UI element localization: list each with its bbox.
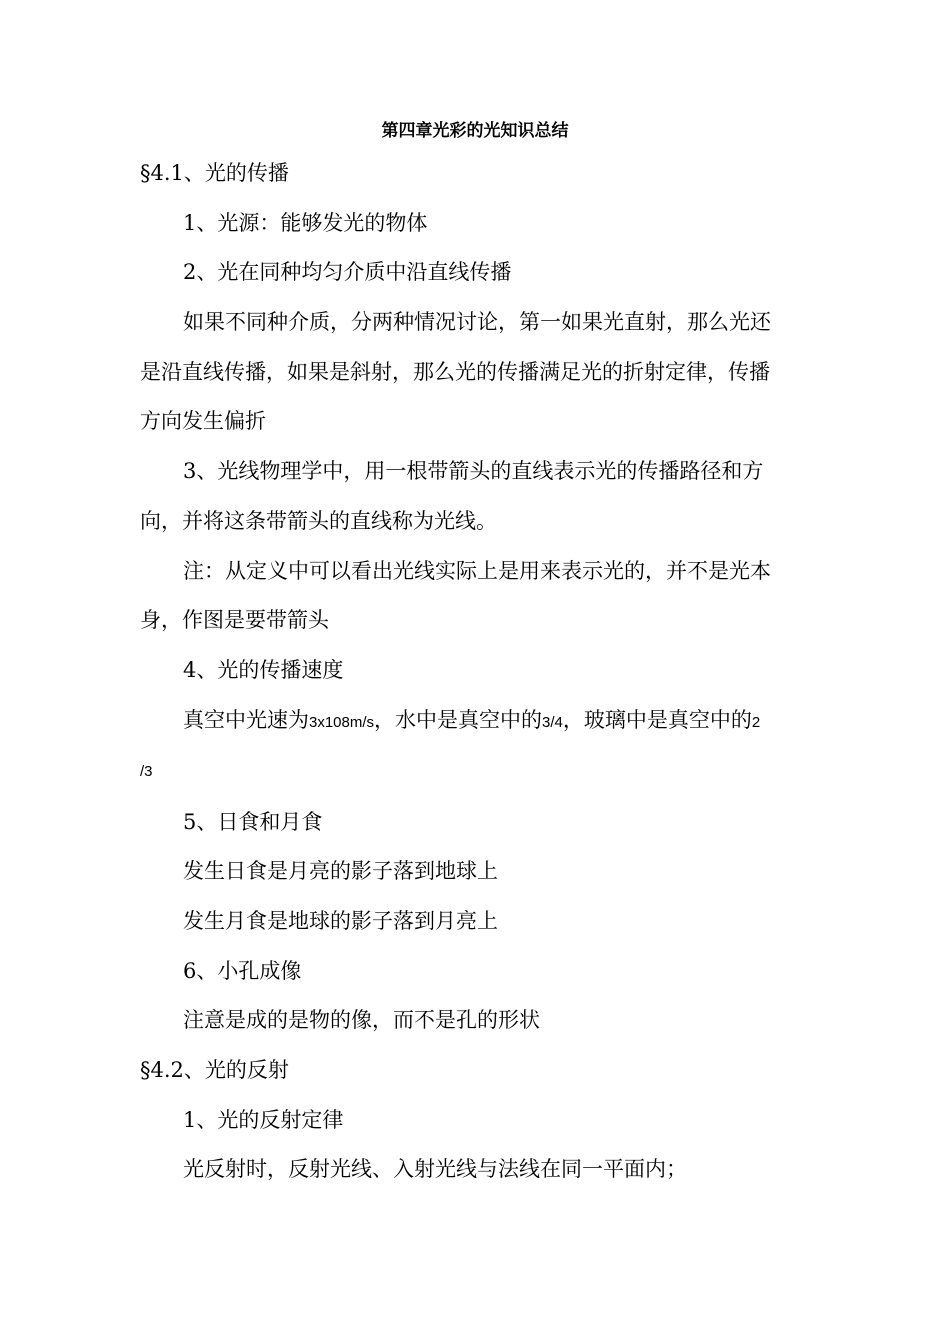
- pinhole-note-text: 注意是成的是物的像，而不是孔的形状: [183, 1008, 540, 1032]
- item-pinhole-imaging: 6、小孔成像: [183, 959, 302, 983]
- speed-text-glass: ，玻璃中是真空中的: [562, 708, 752, 732]
- paragraph-speed-values: [183, 706, 760, 737]
- speed-value-glass-denominator: /3: [140, 763, 153, 780]
- note-light-ray-line-1: 注：从定义中可以看出光线实际上是用来表示光的，并不是光本: [183, 559, 771, 583]
- speed-text-vacuum: 真空中光速为: [183, 708, 309, 732]
- item-eclipses: 5、日食和月食: [183, 810, 323, 834]
- lunar-eclipse-text: 发生月食是地球的影子落到月亮上: [183, 909, 498, 933]
- reflection-law-line-1: 光反射时，反射光线、入射光线与法线在同一平面内；: [183, 1157, 687, 1181]
- paragraph-different-media-line-2: 是沿直线传播，如果是斜射，那么光的传播满足光的折射定律，传播: [140, 360, 770, 384]
- paragraph-different-media-line-3: 方向发生偏折: [140, 409, 266, 433]
- note-light-ray-line-2: 身，作图是要带箭头: [140, 608, 329, 632]
- speed-value-glass-numerator: 2: [751, 714, 761, 731]
- speed-value-vacuum: 3x108m/s: [309, 714, 375, 731]
- paragraph-different-media-line-1: 如果不同种介质，分两种情况讨论，第一如果光直射，那么光还: [183, 310, 771, 334]
- section-heading-4-2: §4.2、光的反射: [140, 1058, 289, 1082]
- item-light-ray-line-2: 向，并将这条带箭头的直线称为光线。: [140, 509, 497, 533]
- speed-text-water: ，水中是真空中的: [374, 708, 543, 732]
- item-light-ray-line-1: 3、光线物理学中，用一根带箭头的直线表示光的传播路径和方: [183, 459, 764, 483]
- section-heading-4-1: §4.1、光的传播: [140, 161, 289, 185]
- document-title: 第四章光彩的光知识总结: [381, 121, 569, 141]
- speed-value-water: 3/4: [542, 714, 563, 731]
- item-reflection-law: 1、光的反射定律: [183, 1108, 344, 1132]
- item-speed-of-light: 4、光的传播速度: [183, 658, 344, 682]
- item-light-source: 1、光源：能够发光的物体: [183, 211, 428, 235]
- solar-eclipse-text: 发生日食是月亮的影子落到地球上: [183, 859, 498, 883]
- item-straight-line-propagation: 2、光在同种均匀介质中沿直线传播: [183, 260, 512, 284]
